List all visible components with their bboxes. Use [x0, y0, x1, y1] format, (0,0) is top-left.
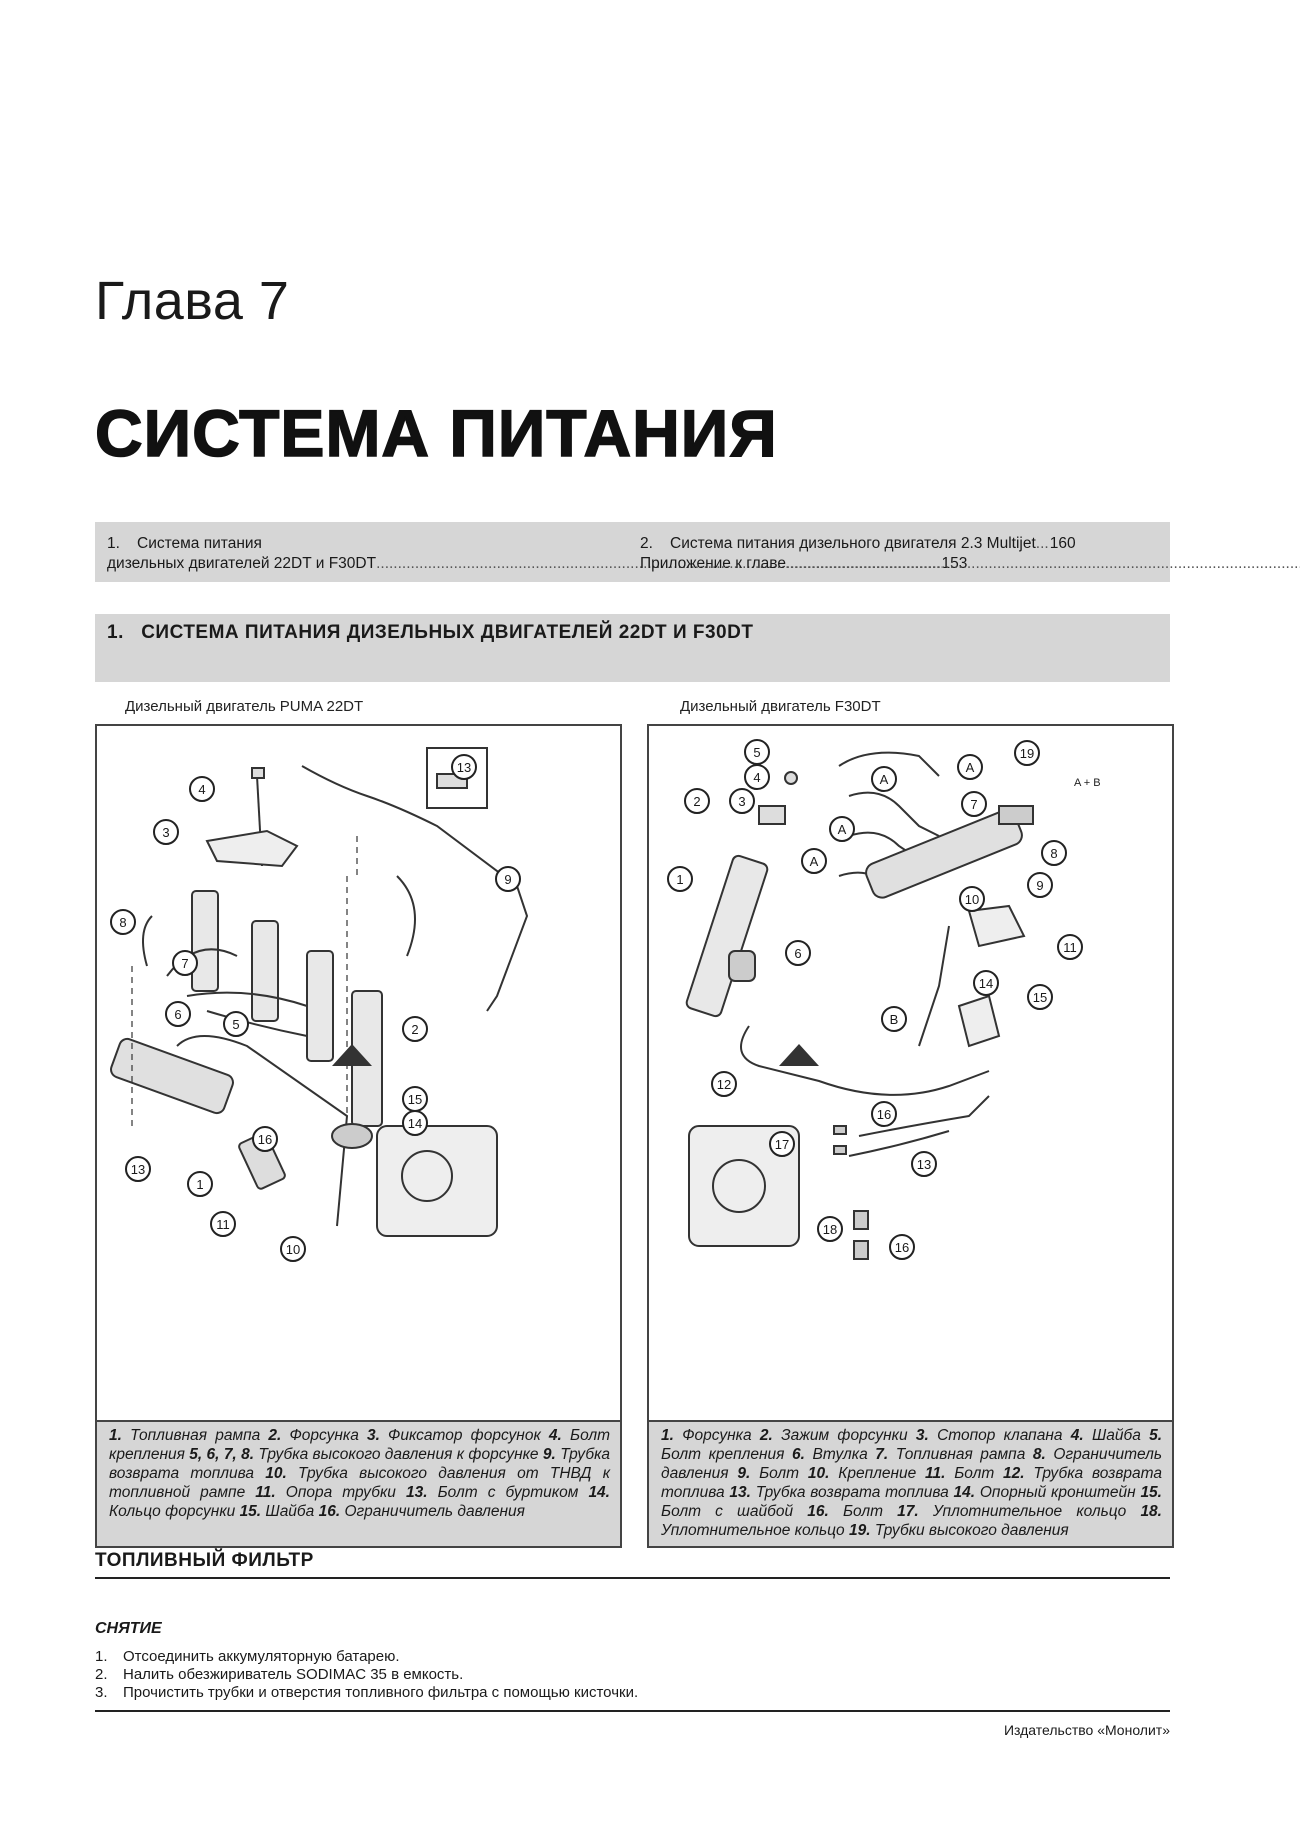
caption-number: 8.: [1032, 1446, 1054, 1463]
caption-item: Трубка высокого давления к форсунке: [258, 1446, 543, 1463]
toc-title: Приложение к главе: [640, 555, 786, 572]
section-divider: [95, 1577, 1170, 1579]
callout-10: 10: [280, 1236, 306, 1262]
list-item: 2. Налить обезжириватель SODIMAC 35 в емкость.: [95, 1666, 464, 1683]
caption-item: Болт с буртиком: [437, 1484, 589, 1501]
callout-16: 16: [252, 1126, 278, 1152]
caption-item: Стопор клапана: [937, 1427, 1071, 1444]
caption-item: Уплотнительное кольцо: [661, 1522, 849, 1539]
callout-11: 11: [1057, 934, 1083, 960]
figure-left-caption: [97, 1420, 620, 1546]
callout-6: 6: [785, 940, 811, 966]
caption-item: Топливная рампа: [895, 1446, 1033, 1463]
caption-number: 12.: [1003, 1465, 1034, 1482]
callout-16: 16: [871, 1101, 897, 1127]
callout-6: 6: [165, 1001, 191, 1027]
caption-item: Шайба: [1091, 1427, 1150, 1444]
caption-number: 3.: [915, 1427, 938, 1444]
chapter-contents: [95, 522, 1170, 582]
removal-heading: СНЯТИЕ: [95, 1620, 162, 1637]
caption-number: 2.: [759, 1427, 782, 1444]
toc-number: 2.: [640, 535, 653, 552]
list-item: 1. Отсоединить аккумуляторную батарею.: [95, 1648, 400, 1665]
removal-steps: [95, 1648, 638, 1702]
publisher-footer: Издательство «Монолит»: [1003, 1722, 1170, 1738]
caption-number: 15.: [1140, 1484, 1162, 1501]
callout-8: 8: [110, 909, 136, 935]
caption-item: Болт крепления: [661, 1446, 793, 1463]
caption-number: 4.: [1070, 1427, 1092, 1444]
callout-9: 9: [495, 866, 521, 892]
caption-number: 1.: [661, 1427, 683, 1444]
toc-title: Система питания: [137, 535, 262, 552]
toc-title: Система питания дизельного двигателя 2.3 Multijet: [670, 535, 1036, 552]
caption-number: 11.: [925, 1465, 955, 1482]
caption-number: 17.: [897, 1503, 933, 1520]
callout-b: B: [881, 1006, 907, 1032]
callout-8: 8: [1041, 840, 1067, 866]
caption-item: Фиксатор форсунок: [388, 1427, 549, 1444]
caption-number: 6.: [792, 1446, 813, 1463]
caption-number: 13.: [729, 1484, 756, 1501]
section-title: СИСТЕМА ПИТАНИЯ ДИЗЕЛЬНЫХ ДВИГАТЕЛЕЙ 22DT И F30DT: [141, 622, 754, 643]
caption-item: Болт крепления: [109, 1427, 611, 1463]
caption-number: 11.: [255, 1484, 286, 1501]
caption-number: 3.: [366, 1427, 389, 1444]
callout-15: 15: [402, 1086, 428, 1112]
callout-a: A: [801, 848, 827, 874]
callout-3: 3: [153, 819, 179, 845]
callout-16-bottom: 16: [889, 1234, 915, 1260]
callout-1: 1: [667, 866, 693, 892]
caption-item: Болт с шайбой: [661, 1503, 808, 1520]
callout-14: 14: [402, 1110, 428, 1136]
callout-1: 1: [187, 1171, 213, 1197]
callout-7: 7: [961, 791, 987, 817]
caption-item: Трубка возврата топлива: [109, 1446, 611, 1482]
caption-item: Уплотнительное кольцо: [932, 1503, 1141, 1520]
footer-divider: [95, 1710, 1170, 1712]
caption-item: Топливная рампа: [130, 1427, 269, 1444]
caption-number: 16.: [318, 1503, 345, 1520]
caption-number: 1.: [109, 1427, 131, 1444]
callout-18: 18: [817, 1216, 843, 1242]
callout-7: 7: [172, 950, 198, 976]
toc-item-2[interactable]: [640, 534, 1160, 574]
caption-number: 15.: [239, 1503, 266, 1520]
caption-number: 18.: [1140, 1503, 1162, 1520]
caption-number: 13.: [405, 1484, 438, 1501]
section-banner: [95, 614, 1170, 682]
callout-9: 9: [1027, 872, 1053, 898]
caption-item: Трубка возврата топлива: [755, 1484, 954, 1501]
figure-left-panel: [95, 724, 622, 1548]
caption-item: Трубка высокого давления от ТНВД к топливной рампе: [109, 1465, 611, 1501]
callout-3: 3: [729, 788, 755, 814]
callout-10: 10: [959, 886, 985, 912]
toc-number: 1.: [107, 535, 120, 552]
caption-item: Трубки высокого давления: [874, 1522, 1069, 1539]
list-item: 3. Прочистить трубки и отверстия топливного фильтра с помощью кисточки.: [95, 1684, 639, 1701]
chapter-label: Глава 7: [95, 271, 290, 331]
caption-item: Болт: [954, 1465, 1004, 1482]
figure-right-caption: [649, 1420, 1172, 1546]
caption-item: Трубка возврата топлива: [661, 1465, 1163, 1501]
callout-5: 5: [744, 739, 770, 765]
caption-item: Форсунка: [289, 1427, 367, 1444]
callout-17: 17: [769, 1131, 795, 1157]
caption-text: [109, 1426, 610, 1521]
callout-4: 4: [744, 764, 770, 790]
caption-item: Опора трубки: [285, 1484, 406, 1501]
caption-item: Втулка: [812, 1446, 876, 1463]
caption-item: Зажим форсунки: [781, 1427, 916, 1444]
callout-19: 19: [1014, 740, 1040, 766]
callout-a: A: [871, 766, 897, 792]
callout-15: 15: [1027, 984, 1053, 1010]
caption-item: Болт: [842, 1503, 898, 1520]
callout-5: 5: [223, 1011, 249, 1037]
chapter-title: СИСТЕМА ПИТАНИЯ: [95, 396, 778, 470]
callout-a: A: [957, 754, 983, 780]
caption-item: Опорный кронштейн: [979, 1484, 1141, 1501]
figure-right-panel: [647, 724, 1174, 1548]
caption-number: 2.: [268, 1427, 290, 1444]
caption-number: 19.: [848, 1522, 875, 1539]
caption-item: Шайба: [265, 1503, 319, 1520]
callout-14: 14: [973, 970, 999, 996]
caption-item: Ограничитель давления: [344, 1503, 525, 1520]
caption-number: 14.: [588, 1484, 610, 1501]
svg-text:A + B: A + B: [1074, 777, 1101, 789]
callout-13: 13: [911, 1151, 937, 1177]
caption-number: 5, 6, 7, 8.: [189, 1446, 259, 1463]
fuel-filter-heading: ТОПЛИВНЫЙ ФИЛЬТР: [95, 1550, 314, 1571]
toc-page: 160: [1049, 535, 1076, 552]
caption-number: 5.: [1149, 1427, 1163, 1444]
toc-page: 153: [941, 555, 968, 572]
caption-item: Ограничитель давления: [661, 1446, 1163, 1482]
caption-item: Кольцо форсунки: [109, 1503, 240, 1520]
caption-number: 16.: [807, 1503, 843, 1520]
callout-13-rail: 13: [125, 1156, 151, 1182]
callout-2: 2: [684, 788, 710, 814]
caption-number: 9.: [737, 1465, 760, 1482]
caption-item: Крепление: [838, 1465, 926, 1482]
callout-4: 4: [189, 776, 215, 802]
callout-13: 13: [451, 754, 477, 780]
figure-left-label: Дизельный двигатель PUMA 22DT: [125, 698, 364, 715]
caption-item: Форсунка: [682, 1427, 760, 1444]
caption-number: 7.: [875, 1446, 896, 1463]
caption-item: Болт: [759, 1465, 808, 1482]
callout-12: 12: [711, 1071, 737, 1097]
callout-11: 11: [210, 1211, 236, 1237]
caption-number: 10.: [265, 1465, 299, 1482]
toc-title: дизельных двигателей 22DT и F30DT: [107, 555, 377, 572]
caption-number: 9.: [542, 1446, 561, 1463]
caption-number: 4.: [548, 1427, 570, 1444]
caption-number: 10.: [807, 1465, 839, 1482]
caption-text: [661, 1426, 1162, 1540]
section-number: 1.: [107, 622, 124, 643]
caption-number: 14.: [953, 1484, 980, 1501]
callout-a: A: [829, 816, 855, 842]
callout-2: 2: [402, 1016, 428, 1042]
figure-right-label: Дизельный двигатель F30DT: [680, 698, 881, 715]
